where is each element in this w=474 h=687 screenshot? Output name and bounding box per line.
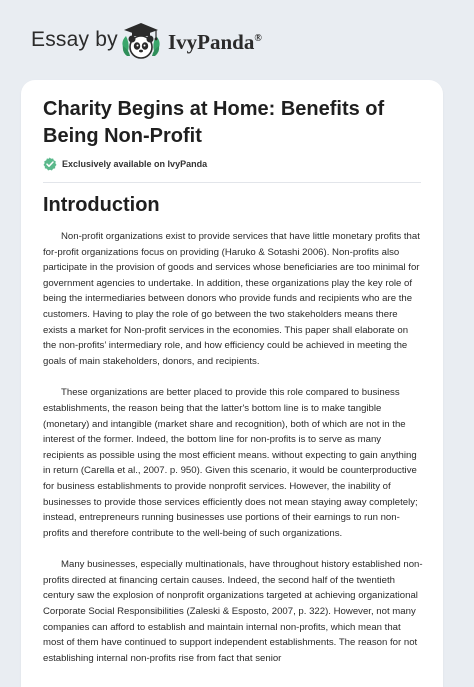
essay-body (43, 229, 423, 682)
brand-name: IvyPanda® (168, 29, 262, 54)
paragraph: Non-profit organizations exist to provide services that have little monetary profits that for-profit organizations focus on providing (Haruko & Sotashi 2006). Non-profits also participate in the provision of goods and services whose beneficiaries are too minimal for government agencies to undertake. In addition, these organizations play the key role of being the intermediaries between donors who provide funds and recipients who are the customers. Having to play the role of go between the two stakeholders means there exists a market for Non-profit services in the economies. This paper shall elaborate on the non-profits’ intermediary role, and how efficiency could be achieved in meeting the goals of main stakeholders, donors, and recipients. (43, 231, 420, 367)
exclusive-text: Exclusively available on IvyPanda (62, 159, 208, 169)
site-header (0, 0, 474, 80)
paragraph: These organizations are better placed to provide this role compared to business establishments, the reason being that the latter's bottom line is to make tangible (monetary) and intangible (market share and recognition), both of which are not in the interest of the former. Indeed, the bottom line for non-profits is to serve as many recipients as possible using the most efficient means. without expecting to gain anything in return (Carella et al., 2007. p. 950). Given this scenario, it would be counterproductive for business establishments to provide nonprofit services. However, the inability of businesses to provide those services efficiently does not mean staying away completely; instead, entrepreneurs running businesses use portions of their earnings to run non-profits and therefore contribute to the well-being of such organizations. (43, 387, 418, 539)
ivypanda-logo[interactable] (118, 20, 262, 64)
panda-graduation-cap-icon (118, 20, 164, 64)
divider (43, 182, 421, 183)
essay-title: Charity Begins at Home: Benefits of Being Non-Profit (43, 98, 385, 147)
section-heading: Introduction (43, 194, 160, 216)
checkmark-badge-icon (43, 157, 57, 171)
essay-card (21, 80, 443, 687)
paragraph: Many businesses, especially multinationals, have throughout history established non-profits directed at financing certain causes. Indeed, the second half of the twentieth century saw the explosion of nonprofit organizations targeted at achieving organizational Corporate Social Responsibilities (Zaleski & Esposto, 2007, p. 322). However, not many companies can afford to establish and maintain internal non-profits, which mean that most of them have continued to support independent establishments. The reason for not establishing internal non-profits rise from fact that senior (43, 559, 423, 664)
essay-by-label: Essay by (31, 28, 118, 51)
exclusive-badge (43, 157, 207, 171)
